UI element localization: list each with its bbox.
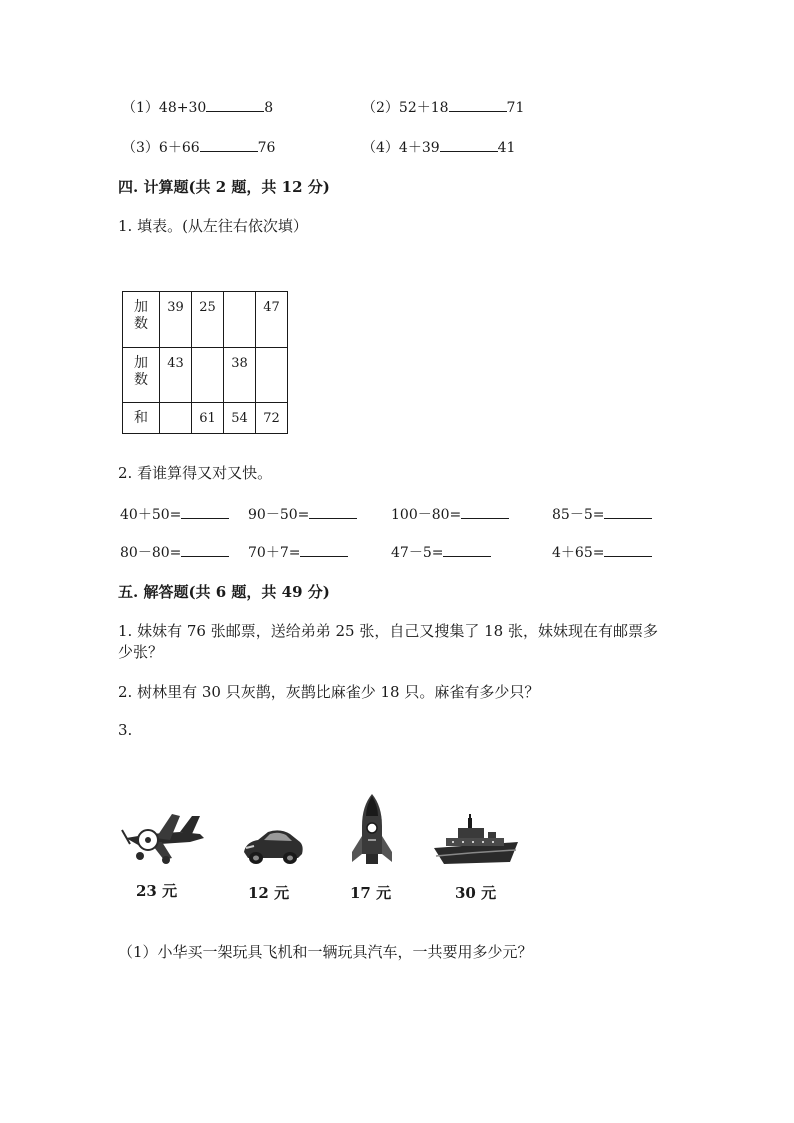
answer-blank[interactable] bbox=[449, 97, 507, 112]
answer-blank[interactable] bbox=[181, 542, 229, 557]
price-car: 12 元 bbox=[248, 884, 290, 902]
table-cell[interactable]: 38 bbox=[224, 348, 256, 403]
calc-item: 100－80= bbox=[391, 504, 509, 524]
table-row bbox=[123, 403, 288, 434]
table-cell[interactable] bbox=[192, 348, 224, 403]
table-cell[interactable]: 43 bbox=[160, 348, 192, 403]
compare-item-3 bbox=[122, 137, 275, 157]
calc-item: 4＋65= bbox=[552, 542, 652, 562]
compare-right: 76 bbox=[257, 140, 276, 156]
answer-blank[interactable] bbox=[300, 542, 348, 557]
question-5-1-line1: 1. 妹妹有 76 张邮票，送给弟弟 25 张，自己又搜集了 18 张，妹妹现在有邮票多 bbox=[118, 622, 658, 640]
compare-left: （2）52＋18 bbox=[362, 100, 449, 116]
airplane-icon bbox=[120, 808, 208, 866]
answer-blank[interactable] bbox=[604, 504, 652, 519]
question-4-1: 1. 填表。(从左往右依次填） bbox=[118, 217, 308, 235]
table-cell[interactable] bbox=[224, 292, 256, 348]
compare-left: （1）48+30 bbox=[122, 100, 207, 116]
compare-item-4 bbox=[362, 137, 515, 157]
table-row bbox=[123, 348, 288, 403]
calc-item: 85－5= bbox=[552, 504, 652, 524]
question-5-3: 3. bbox=[118, 721, 133, 739]
answer-blank[interactable] bbox=[461, 504, 509, 519]
car-icon bbox=[240, 826, 306, 866]
question-5-2: 2. 树林里有 30 只灰鹊，灰鹊比麻雀少 18 只。麻雀有多少只？ bbox=[118, 683, 540, 701]
compare-left: （3）6＋66 bbox=[122, 140, 200, 156]
compare-right: 41 bbox=[497, 140, 516, 156]
compare-right: 71 bbox=[506, 100, 525, 116]
section-4-heading: 四. 计算题(共 2 题，共 12 分) bbox=[118, 178, 330, 196]
question-4-2: 2. 看谁算得又对又快。 bbox=[118, 464, 273, 482]
price-airplane: 23 元 bbox=[136, 882, 178, 900]
calc-item: 47－5= bbox=[391, 542, 491, 562]
compare-left: （4）4＋39 bbox=[362, 140, 440, 156]
price-ship: 30 元 bbox=[455, 884, 497, 902]
calc-item: 40＋50= bbox=[120, 504, 229, 524]
answer-blank[interactable] bbox=[309, 504, 357, 519]
section-5-heading: 五. 解答题(共 6 题，共 49 分) bbox=[118, 583, 330, 601]
table-cell[interactable]: 61 bbox=[192, 403, 224, 434]
ship-icon bbox=[432, 812, 522, 868]
compare-item-2 bbox=[362, 97, 524, 117]
compare-item-1 bbox=[122, 97, 273, 117]
table-cell[interactable] bbox=[160, 403, 192, 434]
answer-blank[interactable] bbox=[604, 542, 652, 557]
answer-blank[interactable] bbox=[206, 97, 264, 112]
table-row bbox=[123, 292, 288, 348]
rocket-icon bbox=[348, 792, 396, 870]
calc-item: 70＋7= bbox=[248, 542, 348, 562]
answer-blank[interactable] bbox=[443, 542, 491, 557]
table-cell[interactable]: 47 bbox=[256, 292, 288, 348]
answer-blank[interactable] bbox=[200, 137, 258, 152]
calc-item: 80－80= bbox=[120, 542, 229, 562]
table-cell[interactable]: 39 bbox=[160, 292, 192, 348]
price-rocket: 17 元 bbox=[350, 884, 392, 902]
table-cell[interactable]: 72 bbox=[256, 403, 288, 434]
table-cell[interactable]: 25 bbox=[192, 292, 224, 348]
answer-blank[interactable] bbox=[181, 504, 229, 519]
fill-table bbox=[122, 291, 288, 434]
question-5-1-line2: 少张？ bbox=[118, 643, 164, 661]
table-cell[interactable] bbox=[256, 348, 288, 403]
row-header: 加数 bbox=[123, 292, 160, 348]
calc-item: 90－50= bbox=[248, 504, 357, 524]
compare-right: 8 bbox=[264, 100, 274, 116]
question-5-3-1: （1）小华买一架玩具飞机和一辆玩具汽车，一共要用多少元？ bbox=[118, 943, 533, 961]
table-cell[interactable]: 54 bbox=[224, 403, 256, 434]
answer-blank[interactable] bbox=[440, 137, 498, 152]
row-header: 加数 bbox=[123, 348, 160, 403]
row-header: 和 bbox=[123, 403, 160, 434]
